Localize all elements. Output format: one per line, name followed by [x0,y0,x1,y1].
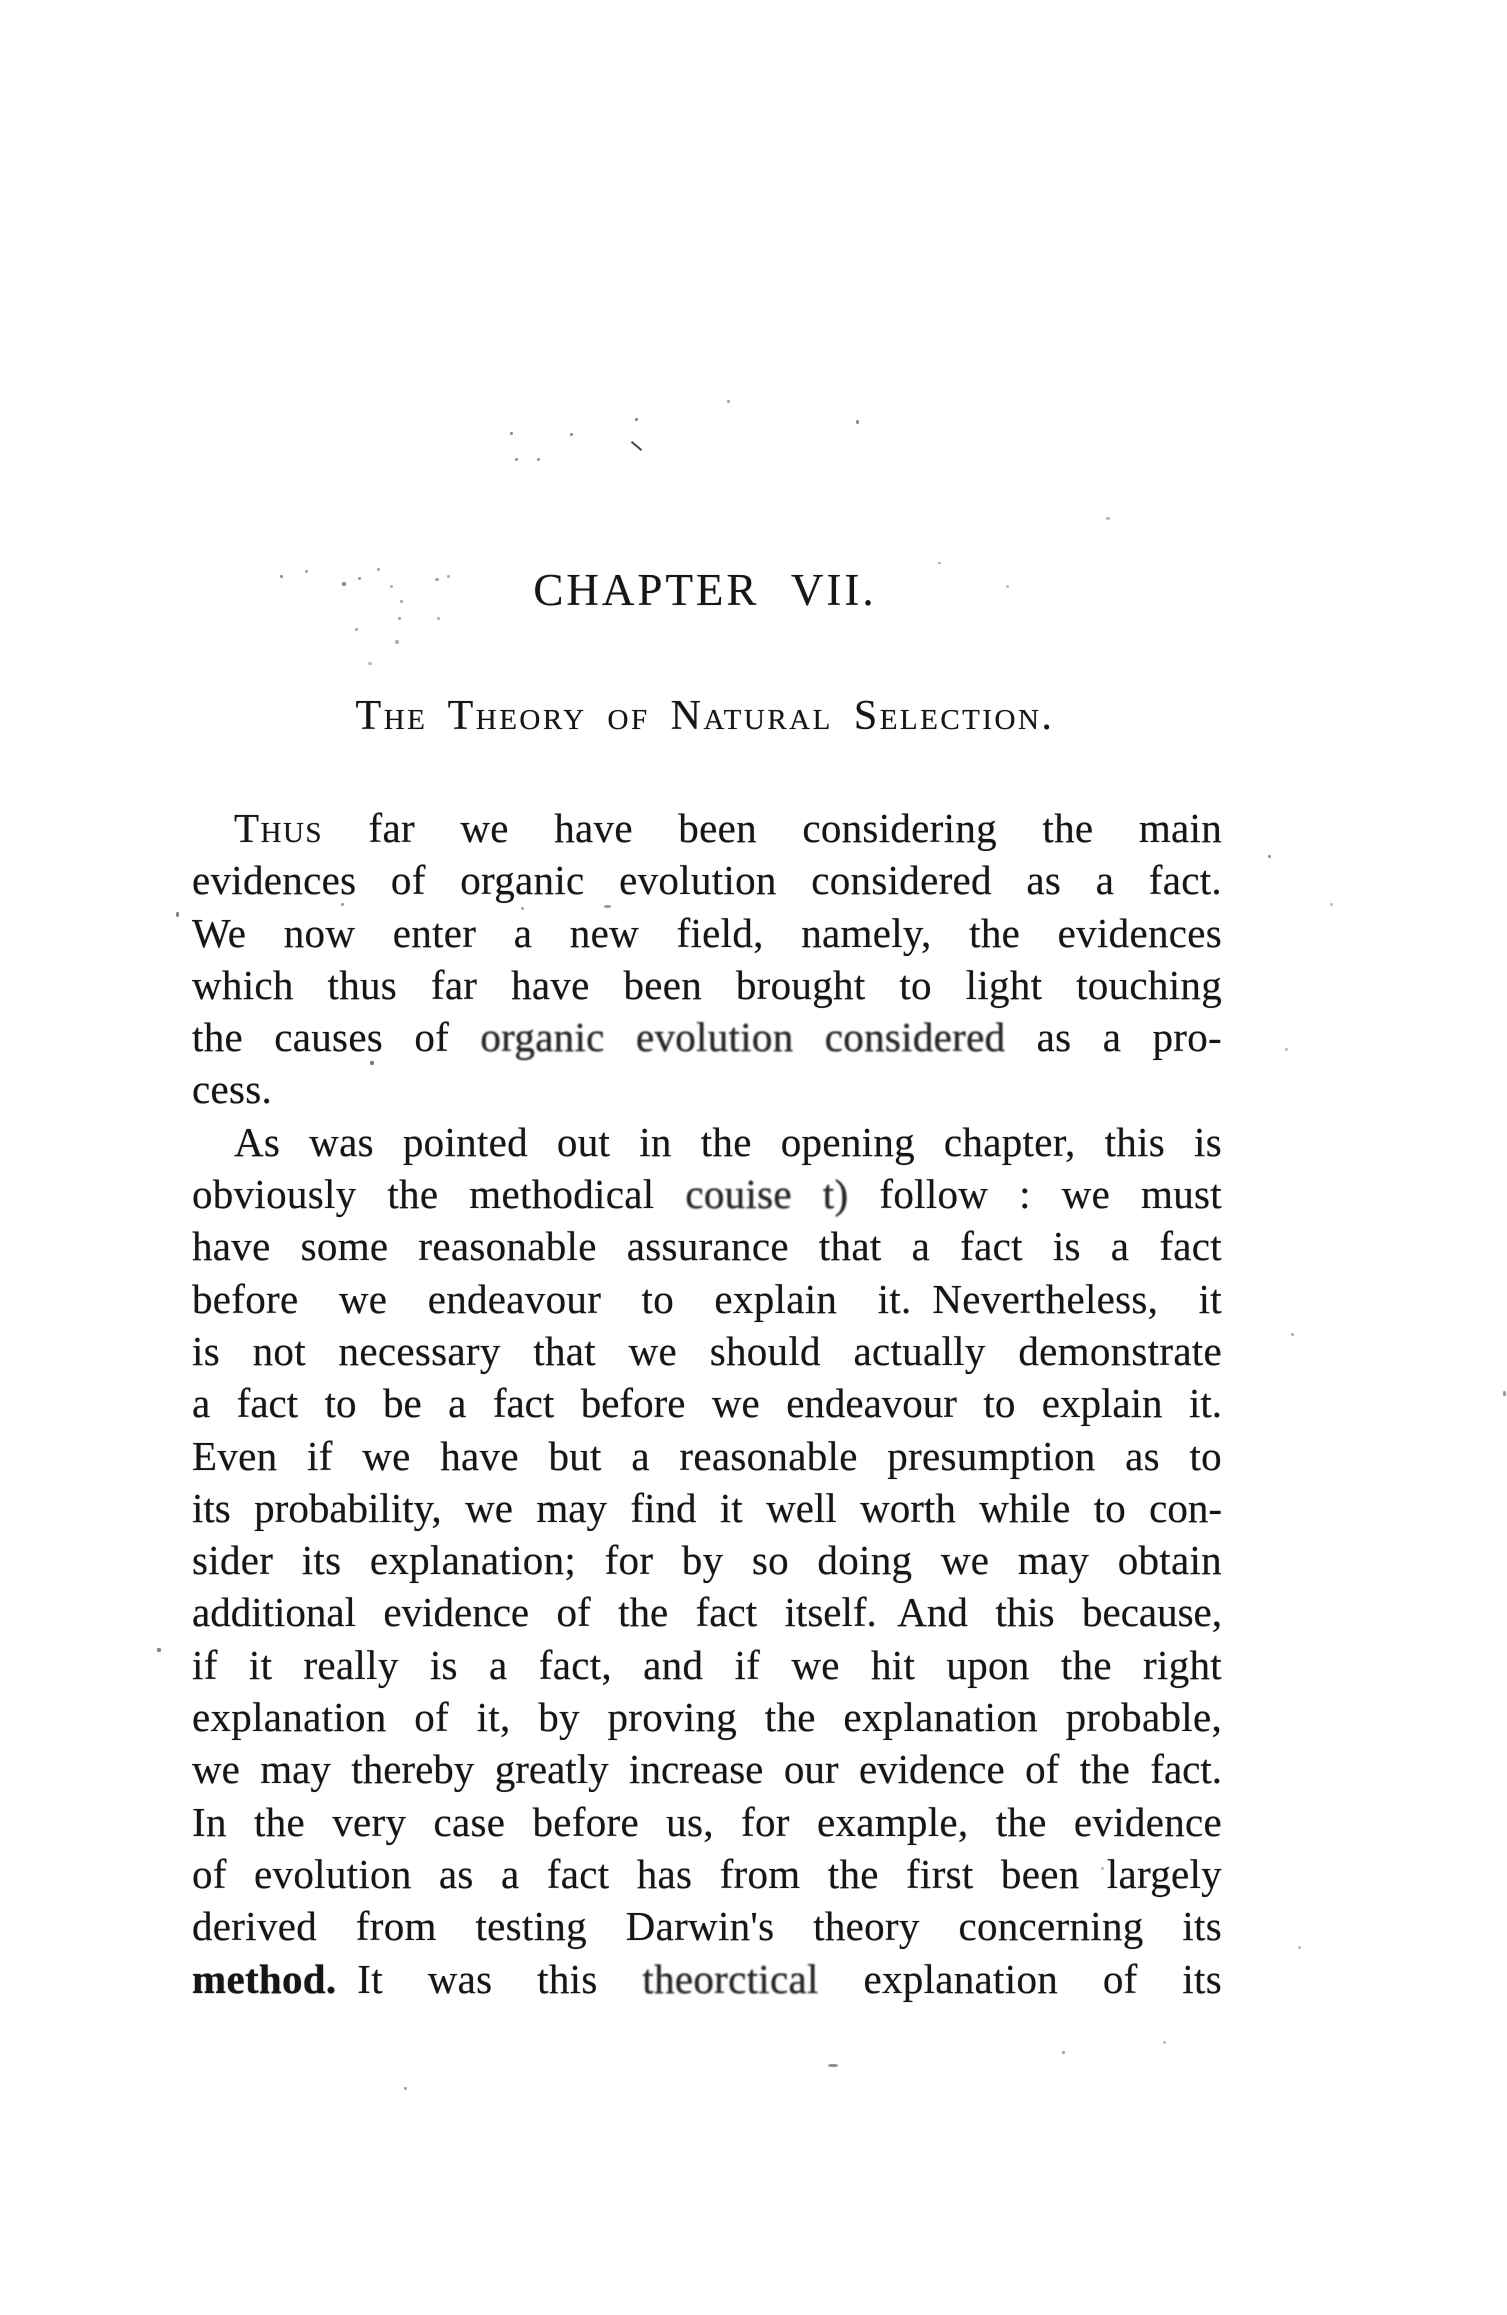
text-segment: obviously the methodical [192,1171,686,1218]
text-segment: we may thereby greatly increase our evidence of the fact. [192,1746,1222,1793]
scan-speck [1298,1946,1301,1949]
scan-speck [1291,1333,1294,1336]
text-segment: as a pro- [1005,1014,1222,1061]
text-segment: evidences of organic evolution considered as a fact. [192,857,1222,904]
text-line [192,1011,1222,1063]
text-line [192,1586,1222,1638]
text-segment: derived from testing Darwin's theory concerning its [192,1903,1222,1950]
scan-speck [1330,903,1333,906]
text-segment: have some reasonable assurance that a fact is a fact [192,1223,1222,1270]
text-segment: Even if we have but a reasonable presumption as to [192,1432,1222,1479]
body-text [192,802,1222,2005]
text-line [192,907,1222,959]
text-line [192,1325,1222,1377]
scan-speck [398,617,401,620]
text-line [192,1639,1222,1691]
scan-speck [395,640,399,644]
text-segment-smudge: organic evolution considered [480,1014,1006,1061]
scan-speck [377,568,380,571]
text-segment-smallcaps: Thus [234,805,324,851]
text-segment: of evolution as a fact has from the first been largely [192,1850,1222,1897]
text-line [192,1220,1222,1272]
text-segment: It was this [336,1955,643,2002]
scan-speck [358,577,361,580]
scan-speck [435,578,439,581]
scan-speck [1101,1867,1104,1870]
scan-speck [176,912,179,917]
scan-speck [510,432,513,435]
scan-speck [305,570,308,573]
text-segment-smudge: couise t) [685,1171,849,1218]
scan-speck [1268,855,1271,858]
text-segment: if it really is a fact, and if we hit upon the right [192,1641,1222,1688]
text-line [192,1116,1222,1168]
text-line [192,1430,1222,1482]
text-segment: sider its explanation; for by so doing we may obtain [192,1537,1222,1584]
scan-speck [604,905,611,908]
text-segment: follow : we must [848,1171,1222,1218]
scan-speck [727,400,730,403]
scan-speck [157,1648,161,1652]
scan-speck [342,582,346,586]
scan-speck [631,441,642,451]
text-line [192,1063,1222,1115]
scan-speck [521,907,524,910]
scan-speck [370,1061,374,1065]
text-segment-ink: method. [192,1955,337,2002]
text-line [192,802,1222,854]
scan-speck [570,433,573,436]
text-line [192,1848,1222,1900]
scan-speck [1285,1048,1288,1051]
text-line [192,1953,1222,2005]
text-segment: the causes of [192,1014,481,1061]
text-line [192,1691,1222,1743]
text-segment: a fact to be a fact before we endeavour to explain it. [192,1380,1222,1427]
scan-speck [341,903,344,906]
scan-speck [390,585,393,588]
scan-speck [856,420,859,424]
text-line [192,1377,1222,1429]
text-segment: far we have been considering the main [323,805,1222,851]
text-segment-smudge: theorctical [642,1955,819,2002]
section-title: The Theory of Natural Selection. [355,693,1055,739]
scan-speck [447,575,450,578]
text-line [192,1796,1222,1848]
text-segment: As was pointed out in the opening chapter, this is [234,1118,1222,1165]
text-segment: additional evidence of the fact itself. And this because, [192,1589,1222,1636]
text-line [192,1900,1222,1952]
scan-speck [1062,2051,1065,2054]
scan-speck [635,418,638,421]
text-line [192,1534,1222,1586]
text-segment: In the very case before us, for example, the evidence [192,1798,1222,1845]
scan-speck [828,2064,838,2067]
text-segment: before we endeavour to explain it. Nevertheless, it [192,1275,1222,1322]
scan-speck [515,458,518,461]
text-line [192,854,1222,906]
scan-speck [355,628,358,631]
text-segment: explanation of it, by proving the explanation probable, [192,1694,1222,1741]
text-line [192,1482,1222,1534]
scan-speck [1006,585,1009,588]
scan-speck [1503,1391,1506,1396]
text-line [192,1743,1222,1795]
scan-speck [537,458,540,461]
scan-speck [404,2087,407,2090]
scan-speck [938,562,941,564]
text-segment: We now enter a new field, namely, the evidences [192,909,1222,956]
scan-speck [368,662,372,665]
text-segment: its probability, we may find it well worth while to con- [192,1484,1222,1531]
chapter-heading: CHAPTER VII. [533,565,877,615]
text-segment: explanation of its [818,1955,1222,2002]
text-line [192,1168,1222,1220]
text-line [192,959,1222,1011]
text-segment: cess. [192,1066,273,1113]
scan-speck [400,600,403,603]
scan-speck [1163,2041,1166,2044]
scan-speck [1106,517,1110,520]
text-segment: which thus far have been brought to light touching [192,961,1222,1008]
text-line [192,1273,1222,1325]
scan-speck [437,617,440,620]
scan-speck [280,575,283,578]
text-segment: is not necessary that we should actually demonstrate [192,1327,1222,1374]
